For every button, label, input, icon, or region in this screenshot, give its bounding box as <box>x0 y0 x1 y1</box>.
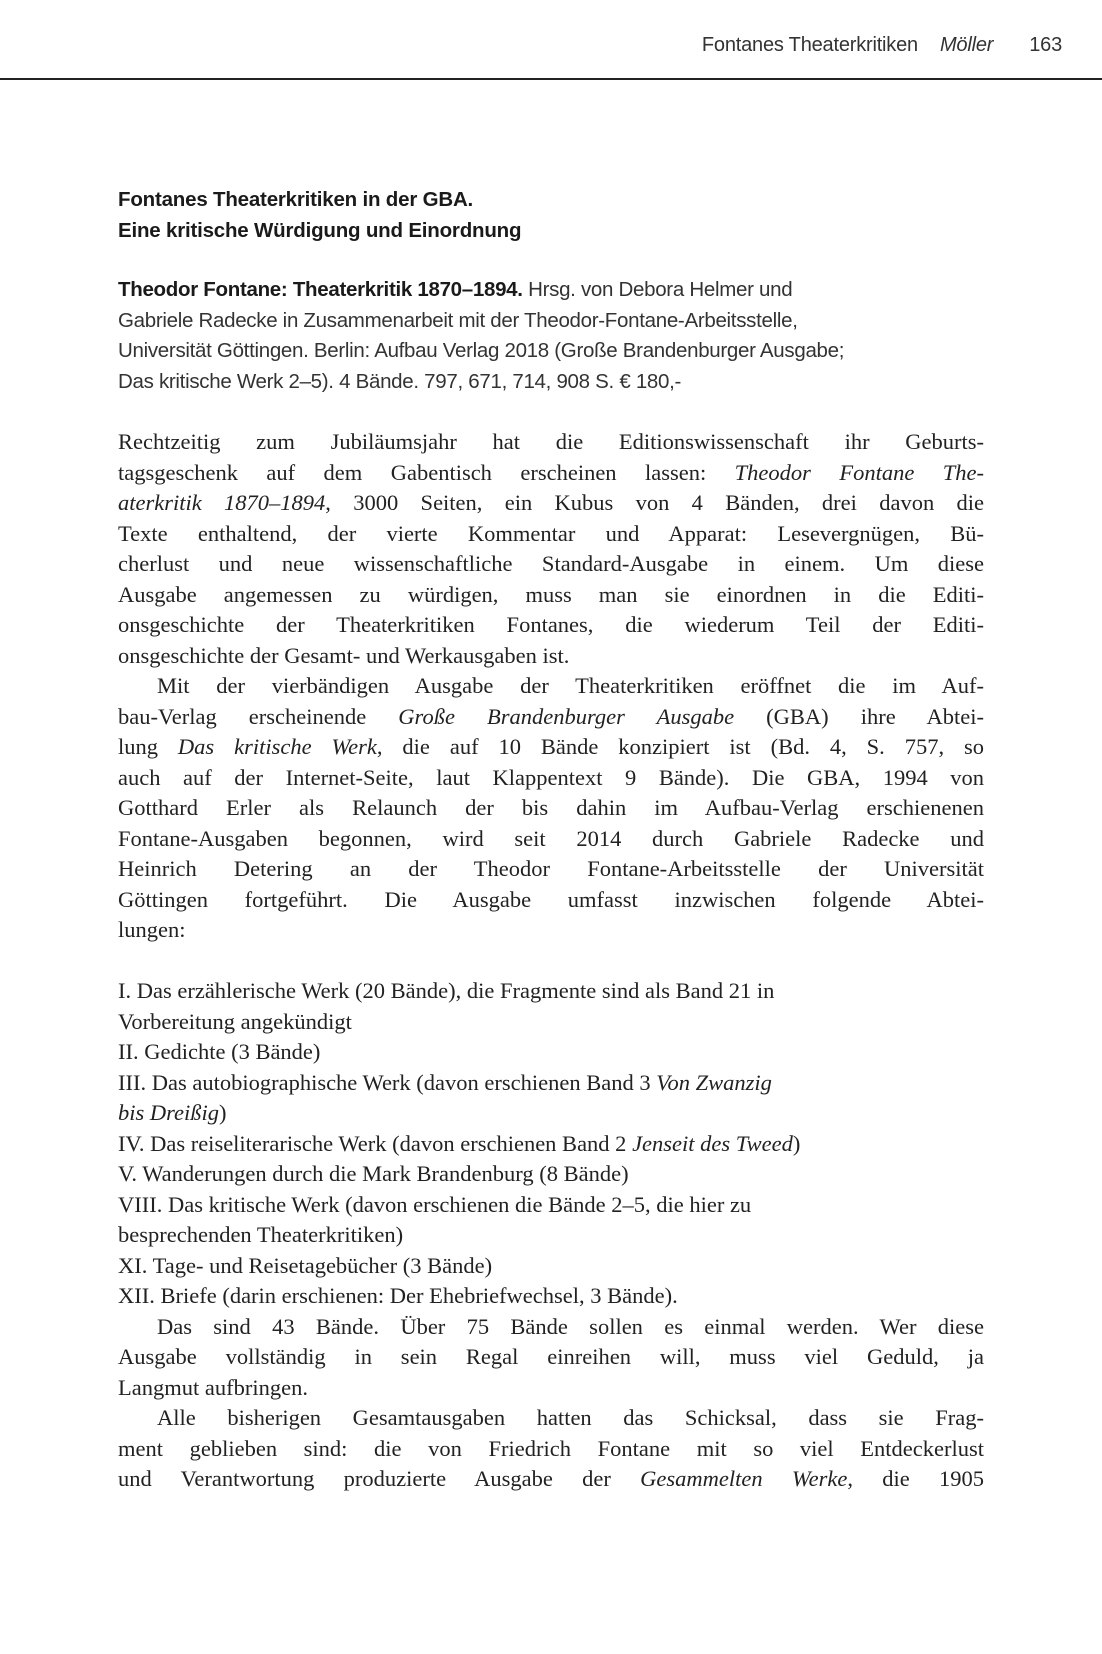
text-line <box>118 915 984 946</box>
list-line <box>118 1281 984 1312</box>
text-run: I. Das erzählerische Werk (20 Bände), die Fragmente sind als Band 21 in <box>118 978 775 1003</box>
text-run: Ausgabe vollständig in sein Regal einreihen will, muss viel Geduld, ja <box>118 1344 984 1369</box>
italic-title: Das kritische Werk <box>177 734 377 759</box>
text-run: XII. Briefe (darin erschienen: Der Ehebriefwechsel, 3 Bände). <box>118 1283 678 1308</box>
list-line <box>118 1007 984 1038</box>
text-line <box>118 580 984 611</box>
bibliographic-entry <box>118 275 998 397</box>
bib-book-title: Theodor Fontane: Theaterkritik 1870–1894. <box>118 278 523 301</box>
text-line <box>118 732 984 763</box>
text-run: II. Gedichte (3 Bände) <box>118 1039 321 1064</box>
text-run: Texte enthaltend, der vierte Kommentar und Apparat: Lesevergnügen, Bü- <box>118 520 984 546</box>
text-run: ment geblieben sind: die von Friedrich Fontane mit so viel Entdeckerlust <box>118 1435 984 1461</box>
text-run: Ausgabe angemessen zu würdigen, muss man sie einordnen in die Editi- <box>118 581 984 607</box>
text-line <box>118 458 984 489</box>
paragraph <box>118 1403 984 1495</box>
text-run: und Verantwortung produzierte Ausgabe der <box>118 1466 641 1491</box>
list-line <box>118 1068 984 1099</box>
text-run: , die auf 10 Bände konzipiert ist (Bd. 4, S. 757, so <box>376 734 984 759</box>
text-run: Langmut aufbringen. <box>118 1374 308 1400</box>
list-line <box>118 1220 984 1251</box>
text-run: ) <box>219 1100 227 1125</box>
text-run: lung <box>118 734 178 759</box>
paragraph <box>118 427 984 671</box>
text-line <box>118 1464 984 1495</box>
text-run: , die 1905 <box>847 1466 984 1491</box>
paragraph <box>118 671 984 946</box>
text-run: Vorbereitung angekündigt <box>118 1008 352 1034</box>
text-line <box>118 854 984 885</box>
text-line <box>118 824 984 855</box>
text-run: Rechtzeitig zum Jubiläumsjahr hat die Editionswissenschaft ihr Geburts- <box>118 429 984 454</box>
text-run: besprechenden Theaterkritiken) <box>118 1222 404 1247</box>
italic-title: Von Zwanzig <box>656 1069 772 1095</box>
text-line <box>118 1403 984 1434</box>
text-line <box>118 488 984 519</box>
text-run: IV. Das reiseliterarische Werk (davon erschienen Band 2 <box>118 1130 633 1156</box>
text-line <box>118 885 984 916</box>
article-title <box>118 184 521 246</box>
text-run: , 3000 Seiten, ein Kubus von 4 Bänden, drei davon die <box>325 490 984 515</box>
running-author: Möller <box>939 34 994 56</box>
paragraph <box>118 1312 984 1404</box>
text-run: Mit der vierbändigen Ausgabe der Theaterkritiken eröffnet die im Auf- <box>157 673 984 698</box>
text-line <box>118 610 984 641</box>
volume-list <box>118 976 984 1312</box>
running-title: Fontanes Theaterkritiken <box>701 34 918 56</box>
bib-line: Gabriele Radecke in Zusammenarbeit mit der Theodor-Fontane-Arbeitsstelle, <box>118 308 798 332</box>
text-line <box>118 1342 984 1373</box>
text-run: (GBA) ihre Abtei- <box>734 703 984 729</box>
text-run: III. Das autobiographische Werk (davon erschienen Band 3 <box>118 1069 657 1095</box>
text-run: bau-Verlag erscheinende <box>118 703 399 729</box>
list-line <box>118 1098 984 1129</box>
text-run: V. Wanderungen durch die Mark Brandenburg (8 Bände) <box>118 1161 629 1186</box>
running-header <box>702 34 1062 57</box>
list-line <box>118 976 984 1007</box>
page-number: 163 <box>1029 34 1062 56</box>
list-line <box>118 1159 984 1190</box>
text-run: Göttingen fortgeführt. Die Ausgabe umfasst inzwischen folgende Abtei- <box>118 886 984 912</box>
article-body <box>118 427 984 1495</box>
italic-title: bis Dreißig <box>118 1100 220 1125</box>
list-line <box>118 1251 984 1282</box>
text-run: ) <box>792 1130 801 1156</box>
text-line <box>118 519 984 550</box>
italic-title: aterkritik 1870–1894 <box>118 490 326 515</box>
text-run: Heinrich Detering an der Theodor Fontane-Arbeitsstelle der Universität <box>118 856 984 881</box>
text-run: Das sind 43 Bände. Über 75 Bände sollen es einmal werden. Wer diese <box>157 1313 984 1339</box>
text-run: lungen: <box>118 917 186 942</box>
text-line <box>118 549 984 580</box>
text-line <box>118 641 984 672</box>
bib-line: Universität Göttingen. Berlin: Aufbau Verlag 2018 (Große Brandenburger Ausgabe; <box>118 339 845 362</box>
text-line <box>118 1434 984 1465</box>
bib-line: Das kritische Werk 2–5). 4 Bände. 797, 671, 714, 908 S. € 180,- <box>118 369 682 393</box>
text-run: Fontane-Ausgaben begonnen, wird seit 2014 durch Gabriele Radecke und <box>118 825 984 851</box>
text-run: auch auf der Internet-Seite, laut Klappentext 9 Bände). Die GBA, 1994 von <box>118 764 984 790</box>
text-run: VIII. Das kritische Werk (davon erschienen die Bände 2–5, die hier zu <box>118 1191 752 1217</box>
italic-title: Große Brandenburger Ausgabe <box>398 703 735 729</box>
text-run: cherlust und neue wissenschaftliche Standard-Ausgabe in einem. Um diese <box>118 551 984 576</box>
italic-title: Gesammelten Werke <box>640 1466 848 1491</box>
text-line <box>118 671 984 702</box>
text-run: Alle bisherigen Gesamtausgaben hatten das Schicksal, dass sie Frag- <box>157 1405 984 1430</box>
title-line-2: Eine kritische Würdigung und Einordnung <box>118 219 522 242</box>
paragraph-gap <box>118 946 984 977</box>
title-line-1: Fontanes Theaterkritiken in der GBA. <box>118 188 474 211</box>
list-line <box>118 1190 984 1221</box>
text-line <box>118 1312 984 1343</box>
text-run: Gotthard Erler als Relaunch der bis dahin im Aufbau-Verlag erschienenen <box>118 795 984 820</box>
text-run: tagsgeschenk auf dem Gabentisch erscheinen lassen: <box>118 459 735 485</box>
text-line <box>118 763 984 794</box>
text-run: onsgeschichte der Theaterkritiken Fontanes, die wiederum Teil der Editi- <box>118 612 984 637</box>
text-line <box>118 1373 984 1404</box>
header-rule <box>0 78 1102 80</box>
italic-title: Jenseit des Tweed <box>632 1130 793 1156</box>
italic-title: Theodor Fontane The- <box>734 459 984 485</box>
text-run: XI. Tage- und Reisetagebücher (3 Bände) <box>118 1252 493 1278</box>
text-line <box>118 427 984 458</box>
text-line <box>118 793 984 824</box>
list-line <box>118 1129 984 1160</box>
text-run: onsgeschichte der Gesamt- und Werkausgaben ist. <box>118 642 570 668</box>
bib-line: Hrsg. von Debora Helmer und <box>522 278 793 301</box>
text-line <box>118 702 984 733</box>
list-line <box>118 1037 984 1068</box>
